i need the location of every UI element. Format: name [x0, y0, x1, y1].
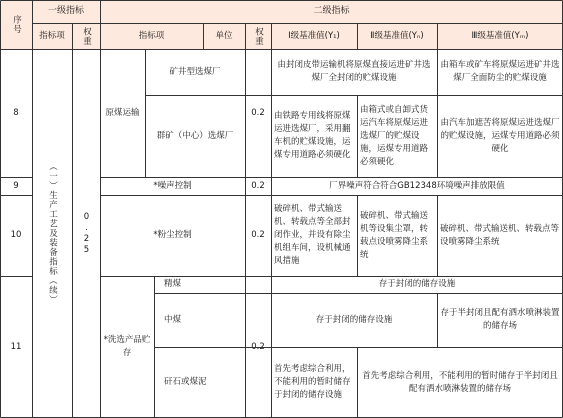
- header-level2: 二级指标: [313, 6, 350, 16]
- row8-sub-b-name: 群矿（中心）选煤厂: [156, 130, 234, 141]
- row10-grade1: 破碎机、带式输送机、转载点等全部封闭作业，并设有除尘机组车间，设机械通风措施: [274, 204, 351, 266]
- header-unit: 单位: [215, 30, 233, 41]
- row8-sub-a-grade1: 由封闭皮带运输机将原煤直接运进矿井选煤厂全封闭的贮煤设施: [277, 60, 431, 83]
- row10-seq: 10: [10, 230, 22, 240]
- row8-sub-b-grade1: 由铁路专用线将原煤运进选煤厂，采用翻车机的贮煤设施，运煤专用道路必须硬化: [274, 111, 351, 160]
- row11-weight: 0.2: [251, 341, 265, 352]
- header-grade1: Ⅰ级基准值(Y₁): [288, 30, 340, 41]
- row11-zhongmei-name: 中煤: [164, 314, 182, 325]
- header-grade3: Ⅲ级基准值(Yₘ): [471, 30, 529, 41]
- header-weight-2: 权重: [253, 26, 264, 46]
- header-weight: 权重: [81, 26, 92, 46]
- row8-sub-b-grade2: 由箱式或自卸式货运汽车将原煤运进选煤厂的贮煤设施，运煤专用道路必须硬化: [360, 104, 429, 167]
- row8-sub-b-grade3: 由汽车加遮苦将原煤运进选煤厂的贮煤设施，运煤专用道路必须硬化: [440, 117, 560, 154]
- row8-sub-a-grade3: 由箱车或矿车将原煤运进矿井选煤厂全面防尘的贮煤设施: [440, 60, 560, 83]
- header-seq-no: 序号: [11, 15, 22, 34]
- row11-seq: 11: [10, 341, 22, 352]
- row11-zhongmei-grade12: 存于封闭的储存设施: [315, 314, 393, 325]
- header-sub-indicator: 指标项: [138, 30, 165, 41]
- row8-seq: 8: [13, 107, 19, 118]
- row9-value: 厂界噪声符合符合GB12348环境噪声排放限值: [329, 180, 505, 191]
- row11-ganshi-name: 矸石或煤泥: [164, 377, 207, 387]
- row8-sub-a-name: 矿井型选煤厂: [169, 66, 221, 77]
- row9-weight: 0.2: [251, 180, 265, 191]
- row9-seq: 9: [13, 180, 19, 191]
- row11-category: *洗选产品贮存: [103, 335, 151, 358]
- row8-category: 原煤运输: [105, 107, 140, 118]
- level1-weight: 0.25: [81, 211, 92, 256]
- row11-jingmei-name: 精煤: [164, 279, 182, 289]
- row10-weight: 0.2: [251, 230, 265, 240]
- header-indicator-item: 指标项: [39, 30, 65, 41]
- row11-zhongmei-grade3: 存于半封闭且配有洒水喷淋装置的储存场: [440, 308, 560, 331]
- header-grade2: Ⅱ级基准值(Yₙ): [370, 30, 424, 41]
- header-level1: 一级指标: [47, 6, 84, 16]
- row9-name: *噪声控制: [153, 180, 192, 191]
- row10-name: *粉尘控制: [153, 230, 192, 240]
- row11-jingmei-value: 存于封闭的储存设施: [378, 279, 456, 289]
- row10-grade3: 破碎机、带式输送机、转载点等设喷雾降尘系统: [440, 223, 560, 247]
- row10-grade2: 破碎机、带式输送机等设集尘罩，转载点设喷雾降尘系统: [360, 210, 429, 260]
- level1-item: （一）生产工艺及装备指标（续）: [47, 162, 58, 305]
- row11-ganshi-grade23: 首先考虑综合利用，不能利用的暂时储存于半封闭且配有洒水喷淋装置的储存场: [362, 370, 558, 394]
- row8-weight: 0.2: [251, 107, 265, 118]
- row11-ganshi-grade1: 首先考虑综合利用，不能利用的暂时储存于封闭的储存设施: [274, 364, 351, 400]
